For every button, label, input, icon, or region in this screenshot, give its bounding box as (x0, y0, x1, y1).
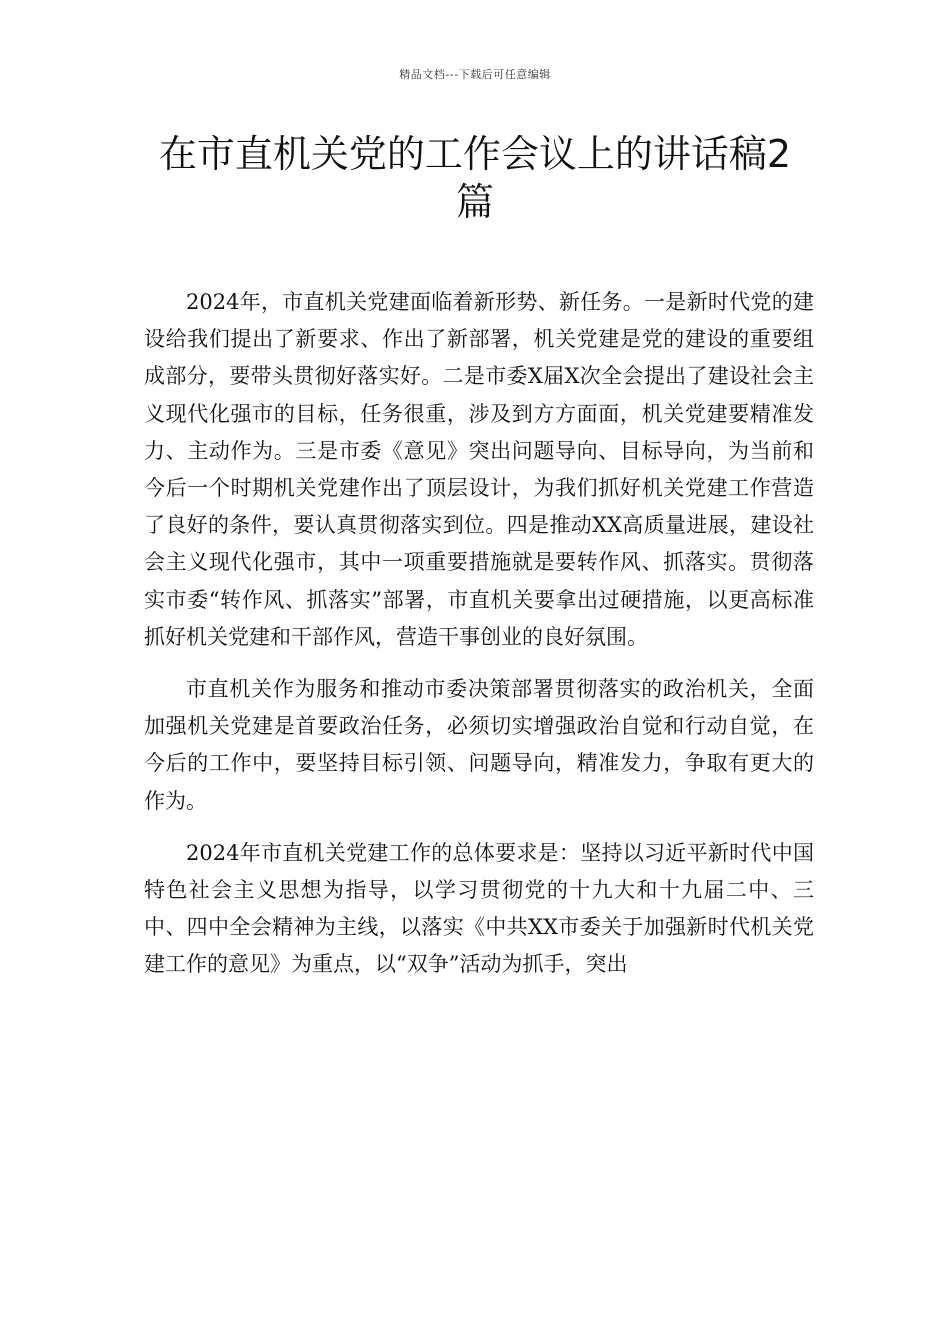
paragraph-2: 市直机关作为服务和推动市委决策部署贯彻落实的政治机关，全面加强机关党建是首要政治任务，必须切实增强政治自觉和行动自觉，在今后的工作中，要坚持目标引领、问题导向，精准发力，争取有更大的作为。 (144, 677, 814, 813)
page-header: 精品文档---下载后可任意编辑 (399, 68, 551, 81)
document-title: 在市直机关党的工作会议上的讲话稿2篇 (158, 132, 792, 224)
paragraph-1: 2024年，市直机关党建面临着新形势、新任务。一是新时代党的建设给我们提出了新要求、作出了新部署，机关党建是党的建设的重要组成部分，要带头贯彻好落实好。二是市委X届X次全会提出了建设社会主义现代化强市的目标，任务很重，涉及到方方面面，机关党建要精准发力、主动作为。三是市委《意见》突出问题导向、目标导向，为当前和今后一个时期机关党建作出了顶层设计，为我们抓好机关党建工作营造了良好的条件，要认真贯彻落实到位。四是推动XX高质量进展，建设社会主义现代化强市，其中一项重要措施就是要转作风、抓落实。贯彻落实市委“转作风、抓落实”部署，市直机关要拿出过硬措施，以更高标准抓好机关党建和干部作风，营造干事创业的良好氛围。 (144, 290, 814, 649)
document-body (144, 284, 814, 984)
paragraph-3: 2024年市直机关党建工作的总体要求是：坚持以习近平新时代中国特色社会主义思想为指导，以学习贯彻党的十九大和十九届二中、三中、四中全会精神为主线，以落实《中共XX市委关于加强新时代机关党建工作的意见》为重点，以“双争”活动为抓手，突出 (144, 840, 814, 977)
